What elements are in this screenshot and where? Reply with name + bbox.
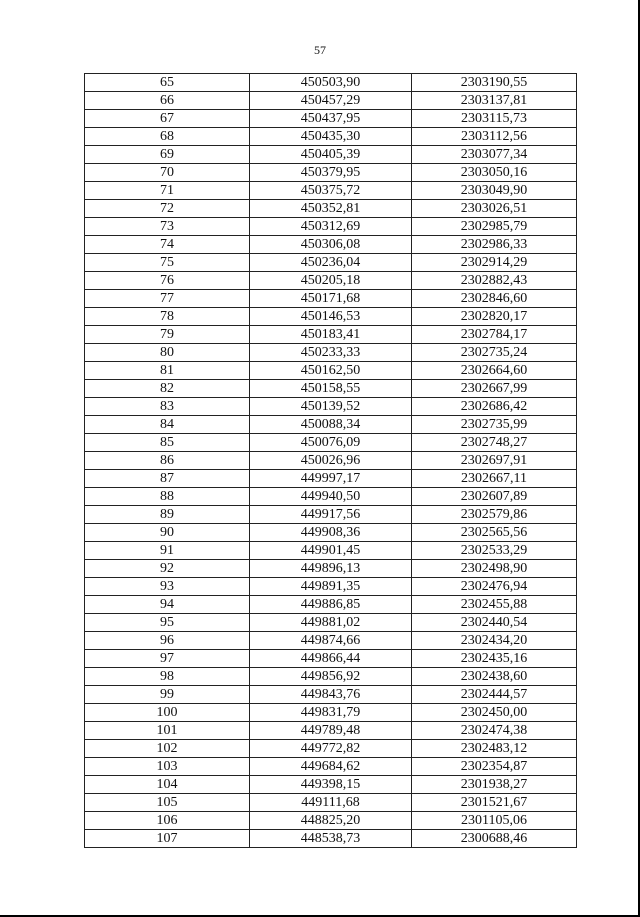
table-row [85, 722, 577, 740]
table-row [85, 416, 577, 434]
table-row [85, 344, 577, 362]
page-number: 57 [314, 43, 326, 57]
coordinates-table [84, 73, 577, 848]
table-row [85, 308, 577, 326]
point-number-cell: 73 [85, 218, 250, 236]
y-coordinate-cell: 2303049,90 [412, 182, 577, 200]
y-coordinate-cell: 2302686,42 [412, 398, 577, 416]
y-coordinate-cell: 2302474,38 [412, 722, 577, 740]
table-row [85, 200, 577, 218]
y-coordinate-cell: 2302664,60 [412, 362, 577, 380]
x-coordinate-cell: 450183,41 [250, 326, 412, 344]
table-row [85, 326, 577, 344]
x-coordinate-cell: 449398,15 [250, 776, 412, 794]
x-coordinate-cell: 449901,45 [250, 542, 412, 560]
x-coordinate-cell: 449856,92 [250, 668, 412, 686]
table-row [85, 686, 577, 704]
table-row [85, 92, 577, 110]
point-number-cell: 67 [85, 110, 250, 128]
y-coordinate-cell: 2302440,54 [412, 614, 577, 632]
point-number-cell: 68 [85, 128, 250, 146]
table-row [85, 380, 577, 398]
table-row [85, 290, 577, 308]
point-number-cell: 66 [85, 92, 250, 110]
x-coordinate-cell: 450306,08 [250, 236, 412, 254]
x-coordinate-cell: 449772,82 [250, 740, 412, 758]
y-coordinate-cell: 2302697,91 [412, 452, 577, 470]
x-coordinate-cell: 449917,56 [250, 506, 412, 524]
point-number-cell: 106 [85, 812, 250, 830]
point-number-cell: 94 [85, 596, 250, 614]
y-coordinate-cell: 2303077,34 [412, 146, 577, 164]
y-coordinate-cell: 2302444,57 [412, 686, 577, 704]
x-coordinate-cell: 449684,62 [250, 758, 412, 776]
x-coordinate-cell: 448538,73 [250, 830, 412, 848]
y-coordinate-cell: 2302667,99 [412, 380, 577, 398]
point-number-cell: 87 [85, 470, 250, 488]
x-coordinate-cell: 449891,35 [250, 578, 412, 596]
table-row [85, 758, 577, 776]
y-coordinate-cell: 2303137,81 [412, 92, 577, 110]
y-coordinate-cell: 2303050,16 [412, 164, 577, 182]
point-number-cell: 77 [85, 290, 250, 308]
point-number-cell: 93 [85, 578, 250, 596]
y-coordinate-cell: 2302498,90 [412, 560, 577, 578]
y-coordinate-cell: 2302565,56 [412, 524, 577, 542]
table-row [85, 398, 577, 416]
point-number-cell: 99 [85, 686, 250, 704]
y-coordinate-cell: 2302438,60 [412, 668, 577, 686]
y-coordinate-cell: 2302607,89 [412, 488, 577, 506]
point-number-cell: 89 [85, 506, 250, 524]
x-coordinate-cell: 450139,52 [250, 398, 412, 416]
x-coordinate-cell: 450158,55 [250, 380, 412, 398]
point-number-cell: 101 [85, 722, 250, 740]
table-row [85, 236, 577, 254]
point-number-cell: 78 [85, 308, 250, 326]
x-coordinate-cell: 449831,79 [250, 704, 412, 722]
x-coordinate-cell: 449997,17 [250, 470, 412, 488]
y-coordinate-cell: 2300688,46 [412, 830, 577, 848]
y-coordinate-cell: 2302434,20 [412, 632, 577, 650]
y-coordinate-cell: 2302579,86 [412, 506, 577, 524]
y-coordinate-cell: 2302784,17 [412, 326, 577, 344]
table-row [85, 524, 577, 542]
table-row [85, 434, 577, 452]
x-coordinate-cell: 449843,76 [250, 686, 412, 704]
table-row [85, 110, 577, 128]
y-coordinate-cell: 2302667,11 [412, 470, 577, 488]
point-number-cell: 100 [85, 704, 250, 722]
table-row [85, 128, 577, 146]
point-number-cell: 91 [85, 542, 250, 560]
point-number-cell: 88 [85, 488, 250, 506]
x-coordinate-cell: 450146,53 [250, 308, 412, 326]
point-number-cell: 79 [85, 326, 250, 344]
y-coordinate-cell: 2302735,99 [412, 416, 577, 434]
point-number-cell: 82 [85, 380, 250, 398]
y-coordinate-cell: 2302986,33 [412, 236, 577, 254]
x-coordinate-cell: 450435,30 [250, 128, 412, 146]
point-number-cell: 104 [85, 776, 250, 794]
table-row [85, 812, 577, 830]
point-number-cell: 83 [85, 398, 250, 416]
x-coordinate-cell: 450375,72 [250, 182, 412, 200]
x-coordinate-cell: 450503,90 [250, 74, 412, 92]
table-row [85, 362, 577, 380]
x-coordinate-cell: 450312,69 [250, 218, 412, 236]
y-coordinate-cell: 2302476,94 [412, 578, 577, 596]
point-number-cell: 103 [85, 758, 250, 776]
point-number-cell: 92 [85, 560, 250, 578]
y-coordinate-cell: 2301105,06 [412, 812, 577, 830]
table-row [85, 578, 577, 596]
table-row [85, 254, 577, 272]
table-row [85, 218, 577, 236]
coordinates-table-body [85, 74, 577, 848]
point-number-cell: 70 [85, 164, 250, 182]
x-coordinate-cell: 450076,09 [250, 434, 412, 452]
table-row [85, 452, 577, 470]
table-row [85, 740, 577, 758]
x-coordinate-cell: 450205,18 [250, 272, 412, 290]
point-number-cell: 105 [85, 794, 250, 812]
point-number-cell: 72 [85, 200, 250, 218]
y-coordinate-cell: 2303112,56 [412, 128, 577, 146]
x-coordinate-cell: 450171,68 [250, 290, 412, 308]
x-coordinate-cell: 449789,48 [250, 722, 412, 740]
point-number-cell: 71 [85, 182, 250, 200]
point-number-cell: 85 [85, 434, 250, 452]
y-coordinate-cell: 2302882,43 [412, 272, 577, 290]
x-coordinate-cell: 450236,04 [250, 254, 412, 272]
table-row [85, 596, 577, 614]
y-coordinate-cell: 2302820,17 [412, 308, 577, 326]
table-row [85, 794, 577, 812]
x-coordinate-cell: 449896,13 [250, 560, 412, 578]
x-coordinate-cell: 450437,95 [250, 110, 412, 128]
x-coordinate-cell: 449886,85 [250, 596, 412, 614]
point-number-cell: 102 [85, 740, 250, 758]
x-coordinate-cell: 450162,50 [250, 362, 412, 380]
table-row [85, 164, 577, 182]
y-coordinate-cell: 2302533,29 [412, 542, 577, 560]
table-row [85, 488, 577, 506]
y-coordinate-cell: 2302846,60 [412, 290, 577, 308]
point-number-cell: 95 [85, 614, 250, 632]
x-coordinate-cell: 450379,95 [250, 164, 412, 182]
x-coordinate-cell: 449874,66 [250, 632, 412, 650]
table-row [85, 776, 577, 794]
y-coordinate-cell: 2302450,00 [412, 704, 577, 722]
y-coordinate-cell: 2302435,16 [412, 650, 577, 668]
x-coordinate-cell: 450026,96 [250, 452, 412, 470]
table-row [85, 668, 577, 686]
table-row [85, 704, 577, 722]
table-row [85, 182, 577, 200]
y-coordinate-cell: 2302748,27 [412, 434, 577, 452]
point-number-cell: 107 [85, 830, 250, 848]
point-number-cell: 86 [85, 452, 250, 470]
table-row [85, 632, 577, 650]
point-number-cell: 65 [85, 74, 250, 92]
y-coordinate-cell: 2302354,87 [412, 758, 577, 776]
point-number-cell: 80 [85, 344, 250, 362]
table-row [85, 470, 577, 488]
table-row [85, 650, 577, 668]
x-coordinate-cell: 449111,68 [250, 794, 412, 812]
point-number-cell: 81 [85, 362, 250, 380]
point-number-cell: 90 [85, 524, 250, 542]
x-coordinate-cell: 450088,34 [250, 416, 412, 434]
table-row [85, 830, 577, 848]
table-row [85, 272, 577, 290]
point-number-cell: 75 [85, 254, 250, 272]
x-coordinate-cell: 449908,36 [250, 524, 412, 542]
table-row [85, 560, 577, 578]
point-number-cell: 97 [85, 650, 250, 668]
y-coordinate-cell: 2302985,79 [412, 218, 577, 236]
y-coordinate-cell: 2301938,27 [412, 776, 577, 794]
point-number-cell: 96 [85, 632, 250, 650]
point-number-cell: 74 [85, 236, 250, 254]
x-coordinate-cell: 449881,02 [250, 614, 412, 632]
x-coordinate-cell: 449866,44 [250, 650, 412, 668]
y-coordinate-cell: 2302735,24 [412, 344, 577, 362]
point-number-cell: 98 [85, 668, 250, 686]
table-row [85, 542, 577, 560]
y-coordinate-cell: 2302483,12 [412, 740, 577, 758]
y-coordinate-cell: 2302455,88 [412, 596, 577, 614]
x-coordinate-cell: 448825,20 [250, 812, 412, 830]
x-coordinate-cell: 449940,50 [250, 488, 412, 506]
table-row [85, 506, 577, 524]
x-coordinate-cell: 450457,29 [250, 92, 412, 110]
y-coordinate-cell: 2303190,55 [412, 74, 577, 92]
x-coordinate-cell: 450352,81 [250, 200, 412, 218]
table-row [85, 74, 577, 92]
x-coordinate-cell: 450405,39 [250, 146, 412, 164]
x-coordinate-cell: 450233,33 [250, 344, 412, 362]
point-number-cell: 84 [85, 416, 250, 434]
y-coordinate-cell: 2303115,73 [412, 110, 577, 128]
y-coordinate-cell: 2302914,29 [412, 254, 577, 272]
table-row [85, 614, 577, 632]
table-row [85, 146, 577, 164]
y-coordinate-cell: 2301521,67 [412, 794, 577, 812]
point-number-cell: 69 [85, 146, 250, 164]
point-number-cell: 76 [85, 272, 250, 290]
y-coordinate-cell: 2303026,51 [412, 200, 577, 218]
